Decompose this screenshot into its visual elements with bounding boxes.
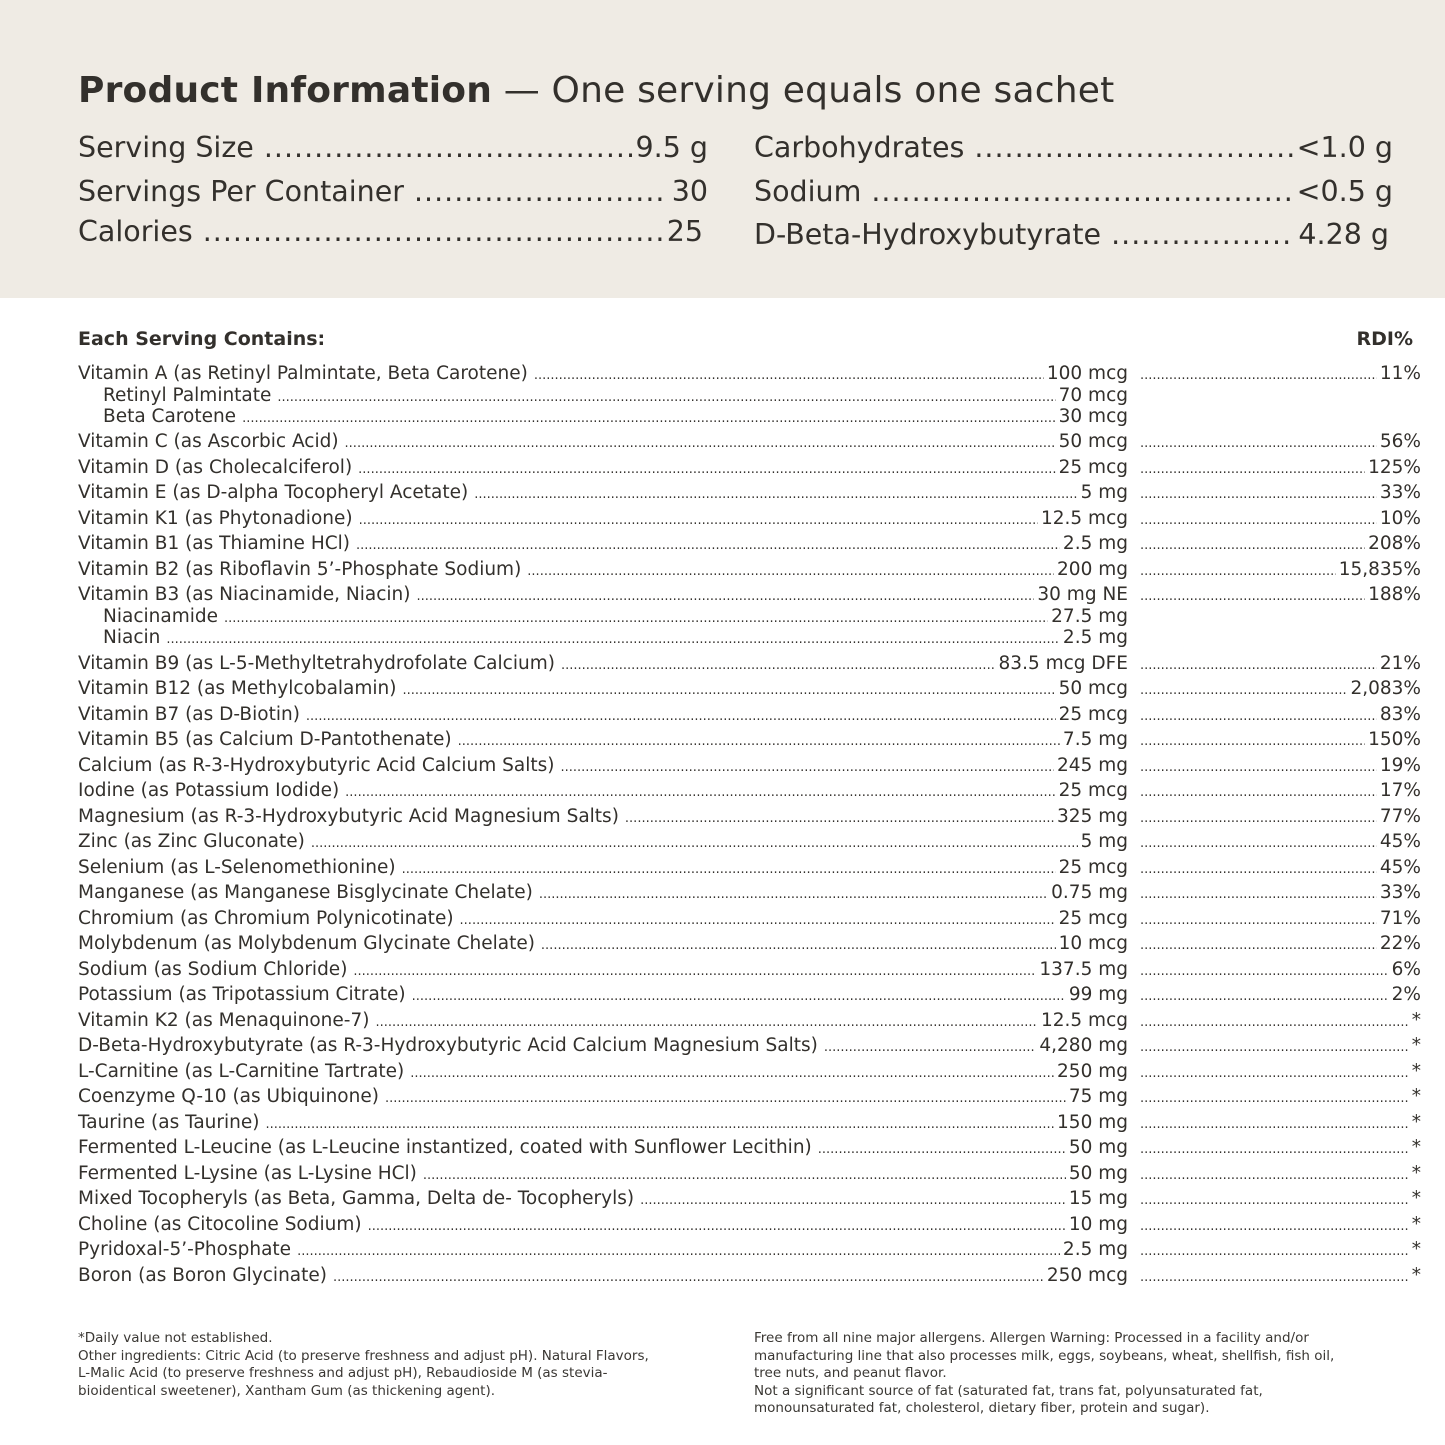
fact-serving-size: [78, 131, 708, 171]
nutrient-amount: 250 mcg: [1046, 1264, 1128, 1286]
nutrient-rdi: 19%: [1379, 754, 1421, 776]
table-row: [78, 1214, 1421, 1236]
nutrient-label: Potassium (as Tripotassium Citrate): [78, 984, 406, 1006]
nutrient-amount: 137.5 mg: [1039, 958, 1128, 980]
fact-label: Calories: [78, 215, 193, 248]
leader-dots: [385, 1091, 1066, 1106]
nutrient-label: Vitamin B7 (as D-Biotin): [78, 703, 300, 725]
fact-value: 4.28 g: [1298, 218, 1389, 251]
leader-dots: [1140, 1219, 1409, 1234]
leader-dots: [345, 436, 1056, 451]
fact-calories: [78, 215, 703, 255]
leader-dots: [1140, 683, 1347, 698]
leader-dots: [1140, 862, 1377, 877]
table-row: [78, 831, 1421, 853]
nutrient-rdi: *: [1411, 1213, 1421, 1235]
table-row: [78, 559, 1421, 581]
product-info-panel: [0, 0, 1445, 298]
leader-dots: [534, 368, 1044, 383]
nutrient-label: Retinyl Palmintate: [103, 384, 272, 406]
table-row: [78, 1163, 1421, 1185]
leader-dots: [818, 1142, 1066, 1157]
nutrient-rdi: *: [1411, 1162, 1421, 1184]
nutrient-amount: 5 mg: [1080, 482, 1128, 504]
table-row: [78, 678, 1421, 700]
leader-dots: [824, 1040, 1037, 1055]
leader-dots: [1140, 1015, 1409, 1030]
table-row: [78, 482, 1421, 504]
nutrient-label: Vitamin B2 (as Riboflavin 5’-Phosphate Sodium): [78, 558, 522, 580]
table-row: [78, 1086, 1421, 1108]
nutrient-amount: 2.5 mg: [1062, 533, 1128, 555]
nutrient-amount: 12.5 mcg: [1040, 1009, 1128, 1031]
table-row: [78, 584, 1421, 606]
nutrient-amount: 99 mg: [1068, 984, 1128, 1006]
table-row: [78, 959, 1421, 981]
leader-dots: [541, 938, 1056, 953]
leader-dots: [871, 175, 1292, 208]
table-row: [78, 606, 1128, 628]
nutrient-label: Vitamin B5 (as Calcium D-Pantothenate): [78, 729, 452, 751]
leader-dots: [414, 175, 668, 208]
leader-dots: [353, 964, 1036, 979]
nutrient-label: Fermented L-Leucine (as L-Leucine instantized, coated with Sunflower Lecithin): [78, 1137, 812, 1159]
nutrient-amount: 50 mg: [1068, 1162, 1128, 1184]
leader-dots: [1140, 1193, 1409, 1208]
leader-dots: [402, 862, 1056, 877]
nutrient-label: Pyridoxal-5’-Phosphate: [78, 1239, 292, 1261]
nutrient-amount: 25 mcg: [1058, 780, 1128, 802]
footnote-line: monounsaturated fat, cholesterol, dietary fiber, protein and sugar).: [754, 1400, 1210, 1416]
table-heading: Each Serving Contains:: [78, 328, 326, 350]
nutrient-label: Vitamin K2 (as Menaquinone-7): [78, 1009, 370, 1031]
leader-dots: [224, 611, 1048, 626]
nutrient-label: Selenium (as L-Selenomethionine): [78, 856, 396, 878]
footer-left: [78, 1330, 718, 1400]
nutrient-rdi: 208%: [1368, 533, 1421, 555]
nutrient-rdi: 150%: [1368, 729, 1421, 751]
leader-dots: [1140, 538, 1365, 553]
nutrient-rdi: 22%: [1379, 933, 1421, 955]
leader-dots: [460, 913, 1056, 928]
nutrient-label: Vitamin B9 (as L-5-Methyltetrahydrofolate Calcium): [78, 652, 555, 674]
nutrient-label: Vitamin D (as Cholecalciferol): [78, 456, 353, 478]
footnote-line: L-Malic Acid (to preserve freshness and adjust pH), Rebaudioside M (as stevia-: [78, 1365, 608, 1381]
leader-dots: [359, 513, 1038, 528]
nutrient-label: Zinc (as Zinc Gluconate): [78, 831, 305, 853]
nutrient-rdi: 17%: [1379, 780, 1421, 802]
footnote-line: bioidentical sweetener), Xantham Gum (as thickening agent).: [78, 1382, 495, 1399]
leader-dots: [640, 1193, 1066, 1208]
fact-value: 9.5 g: [635, 131, 708, 164]
nutrient-amount: 250 mg: [1057, 1060, 1128, 1082]
rdi-heading: RDI%: [1356, 328, 1413, 350]
nutrient-amount: 12.5 mcg: [1040, 507, 1128, 529]
nutrient-amount: 70 mcg: [1058, 384, 1128, 406]
leader-dots: [1111, 218, 1294, 251]
nutrient-label: L-Carnitine (as L-Carnitine Tartrate): [78, 1060, 405, 1082]
nutrient-label: D-Beta-Hydroxybutyrate (as R-3-Hydroxybutyric Acid Calcium Magnesium Salts): [78, 1035, 818, 1057]
nutrient-rdi: *: [1411, 1111, 1421, 1133]
nutrient-label: Iodine (as Potassium Iodide): [78, 780, 340, 802]
nutrient-rdi: 2,083%: [1350, 678, 1421, 700]
nutrient-rdi: 56%: [1379, 431, 1421, 453]
nutrient-label: Sodium (as Sodium Chloride): [78, 958, 348, 980]
leader-dots: [1140, 913, 1377, 928]
fact-label: Sodium: [754, 175, 862, 208]
table-row: [78, 984, 1421, 1006]
leader-dots: [297, 1244, 1060, 1259]
leader-dots: [1140, 564, 1336, 579]
footnote-line: Not a significant source of fat (saturated fat, trans fat, polyunsaturated fat,: [754, 1382, 1263, 1399]
leader-dots: [1140, 1091, 1409, 1106]
leader-dots: [1140, 462, 1365, 477]
table-row: [78, 508, 1421, 530]
nutrient-amount: 0.75 mg: [1051, 882, 1128, 904]
footnote-line: Other ingredients: Citric Acid (to preserve freshness and adjust pH). Natural Flavors,: [78, 1347, 649, 1364]
table-row: [78, 653, 1421, 675]
nutrient-amount: 50 mcg: [1058, 431, 1128, 453]
nutrient-amount: 2.5 mg: [1062, 627, 1128, 649]
leader-dots: [358, 462, 1055, 477]
table-row: [78, 908, 1421, 930]
nutrient-rdi: 15,835%: [1338, 558, 1421, 580]
table-row: [78, 533, 1421, 555]
leader-dots: [539, 887, 1048, 902]
leader-dots: [1140, 368, 1377, 383]
nutrient-rdi: 33%: [1379, 482, 1421, 504]
leader-dots: [458, 734, 1060, 749]
nutrient-rdi: 83%: [1379, 703, 1421, 725]
footnote-line: tree nuts, and peanut flavor.: [754, 1365, 947, 1381]
leader-dots: [1140, 887, 1377, 902]
nutrient-rdi: 45%: [1379, 831, 1421, 853]
nutrient-rdi: 77%: [1379, 805, 1421, 827]
leader-dots: [203, 215, 663, 248]
leader-dots: [527, 564, 1054, 579]
nutrient-amount: 25 mcg: [1058, 703, 1128, 725]
leader-dots: [1140, 1168, 1409, 1183]
leader-dots: [1140, 1117, 1409, 1132]
nutrient-amount: 2.5 mg: [1062, 1239, 1128, 1261]
nutrient-amount: 25 mcg: [1058, 907, 1128, 929]
title-bold: Product Information: [78, 70, 493, 111]
table-row: [78, 933, 1421, 955]
table-row: [78, 1239, 1421, 1261]
leader-dots: [1140, 811, 1377, 826]
fact-servings-per-container: [78, 175, 708, 215]
nutrient-label: Niacin: [103, 627, 161, 649]
nutrient-label: Molybdenum (as Molybdenum Glycinate Chelate): [78, 933, 535, 955]
leader-dots: [1140, 785, 1377, 800]
nutrient-label: Vitamin K1 (as Phytonadione): [78, 507, 353, 529]
nutrient-rdi: *: [1411, 1264, 1421, 1286]
nutrient-rdi: *: [1411, 1188, 1421, 1210]
leader-dots: [416, 589, 1034, 604]
footnote-line: manufacturing line that also processes milk, eggs, soybeans, wheat, shellfish, fish oil,: [754, 1347, 1335, 1364]
leader-dots: [166, 632, 1060, 647]
nutrient-rdi: 10%: [1379, 507, 1421, 529]
table-row: [78, 1035, 1421, 1057]
nutrient-label: Taurine (as Taurine): [78, 1111, 260, 1133]
nutrient-amount: 27.5 mg: [1051, 605, 1128, 627]
nutrient-rdi: *: [1411, 1009, 1421, 1031]
nutrient-label: Vitamin A (as Retinyl Palmintate, Beta Carotene): [78, 363, 528, 384]
leader-dots: [1140, 938, 1377, 953]
nutrient-rdi: 11%: [1379, 363, 1421, 384]
leader-dots: [561, 658, 996, 673]
leader-dots: [1140, 964, 1389, 979]
nutrient-amount: 10 mg: [1068, 1213, 1128, 1235]
nutrient-label: Coenzyme Q-10 (as Ubiquinone): [78, 1086, 379, 1108]
leader-dots: [410, 1066, 1054, 1081]
title-subtitle: — One serving equals one sachet: [492, 70, 1115, 111]
fact-label: Servings Per Container: [78, 175, 404, 208]
table-row: [78, 1188, 1421, 1210]
leader-dots: [974, 131, 1292, 164]
table-row: [78, 780, 1421, 802]
leader-dots: [1140, 709, 1377, 724]
nutrient-label: Boron (as Boron Glycinate): [78, 1264, 327, 1286]
table-row: [78, 882, 1421, 904]
table-row: [78, 729, 1421, 751]
page-title: [78, 70, 1114, 111]
nutrient-label: Vitamin B3 (as Niacinamide, Niacin): [78, 584, 411, 606]
nutrient-label: Manganese (as Manganese Bisglycinate Chelate): [78, 882, 533, 904]
table-row: [78, 363, 1421, 385]
fact-dbhb: [754, 218, 1389, 258]
leader-dots: [1140, 1142, 1409, 1157]
leader-dots: [1140, 734, 1365, 749]
leader-dots: [1140, 589, 1365, 604]
nutrient-label: Vitamin B1 (as Thiamine HCl): [78, 533, 350, 555]
leader-dots: [1140, 1244, 1409, 1259]
fact-label: Serving Size: [78, 131, 254, 164]
fact-sodium: [754, 175, 1393, 215]
nutrient-rdi: 71%: [1379, 907, 1421, 929]
footer-right: [754, 1330, 1394, 1418]
leader-dots: [1140, 513, 1377, 528]
leader-dots: [1140, 1066, 1409, 1081]
leader-dots: [375, 1015, 1038, 1030]
leader-dots: [311, 836, 1078, 851]
table-row: [78, 385, 1128, 407]
fact-carbohydrates: [754, 131, 1393, 171]
leader-dots: [368, 1219, 1066, 1234]
leader-dots: [474, 487, 1077, 502]
nutrient-label: Magnesium (as R-3-Hydroxybutyric Acid Magnesium Salts): [78, 805, 619, 827]
table-row: [78, 1061, 1421, 1083]
nutrient-amount: 245 mg: [1057, 754, 1128, 776]
nutrient-rdi: 6%: [1391, 958, 1421, 980]
nutrient-amount: 25 mcg: [1058, 856, 1128, 878]
fact-value: 30: [671, 175, 708, 208]
table-row: [78, 704, 1421, 726]
leader-dots: [403, 683, 1056, 698]
nutrient-label: Chromium (as Chromium Polynicotinate): [78, 907, 454, 929]
nutrient-rdi: 33%: [1379, 882, 1421, 904]
leader-dots: [1140, 836, 1377, 851]
leader-dots: [1140, 1040, 1409, 1055]
nutrient-rdi: *: [1411, 1239, 1421, 1261]
nutrient-rdi: 2%: [1391, 984, 1421, 1006]
nutrient-amount: 100 mcg: [1046, 363, 1128, 384]
nutrient-rdi: *: [1411, 1137, 1421, 1159]
table-row: [78, 627, 1128, 649]
nutrient-label: Vitamin C (as Ascorbic Acid): [78, 431, 339, 453]
table-row: [78, 431, 1421, 453]
fact-value: 25: [666, 215, 703, 248]
nutrient-amount: 7.5 mg: [1062, 729, 1128, 751]
fact-label: D-Beta-Hydroxybutyrate: [754, 218, 1102, 251]
nutrient-amount: 5 mg: [1080, 831, 1128, 853]
table-row: [78, 406, 1128, 428]
nutrient-amount: 30 mg NE: [1037, 584, 1128, 606]
table-row: [78, 1265, 1421, 1287]
leader-dots: [1140, 436, 1377, 451]
leader-dots: [412, 989, 1066, 1004]
nutrient-rdi: 21%: [1379, 652, 1421, 674]
table-row: [78, 806, 1421, 828]
leader-dots: [277, 390, 1055, 405]
nutrient-label: Mixed Tocopheryls (as Beta, Gamma, Delta de- Tocopheryls): [78, 1188, 635, 1210]
nutrient-amount: 10 mcg: [1058, 933, 1128, 955]
nutrient-amount: 50 mg: [1068, 1137, 1128, 1159]
footnote-line: *Daily value not established.: [78, 1330, 273, 1346]
table-row: [78, 457, 1421, 479]
nutrient-label: Fermented L-Lysine (as L-Lysine HCl): [78, 1162, 417, 1184]
nutrient-amount: 4,280 mg: [1039, 1035, 1128, 1057]
nutrient-rdi: 125%: [1368, 456, 1421, 478]
leader-dots: [560, 760, 1054, 775]
fact-value: <0.5 g: [1296, 175, 1393, 208]
nutrient-label: Niacinamide: [103, 605, 218, 627]
leader-dots: [264, 131, 632, 164]
leader-dots: [1140, 1270, 1409, 1285]
nutrient-rdi: *: [1411, 1035, 1421, 1057]
leader-dots: [1140, 760, 1377, 775]
nutrient-label: Vitamin E (as D-alpha Tocopheryl Acetate): [78, 482, 469, 504]
table-row: [78, 755, 1421, 777]
leader-dots: [1140, 658, 1377, 673]
leader-dots: [423, 1168, 1066, 1183]
nutrient-rdi: *: [1411, 1086, 1421, 1108]
nutrient-amount: 15 mg: [1068, 1188, 1128, 1210]
nutrient-amount: 200 mg: [1057, 558, 1128, 580]
table-row: [78, 857, 1421, 879]
nutrient-rdi: 45%: [1379, 856, 1421, 878]
leader-dots: [625, 811, 1054, 826]
nutrient-amount: 150 mg: [1057, 1111, 1128, 1133]
nutrient-amount: 25 mcg: [1058, 456, 1128, 478]
leader-dots: [356, 538, 1060, 553]
table-row: [78, 1137, 1421, 1159]
nutrient-label: Beta Carotene: [103, 405, 237, 427]
nutrient-label: Choline (as Citocoline Sodium): [78, 1213, 362, 1235]
nutrient-rdi: *: [1411, 1060, 1421, 1082]
table-row: [78, 1112, 1421, 1134]
leader-dots: [265, 1117, 1054, 1132]
nutrient-amount: 30 mcg: [1058, 405, 1128, 427]
fact-label: Carbohydrates: [754, 131, 965, 164]
nutrient-label: Calcium (as R-3-Hydroxybutyric Acid Calcium Salts): [78, 754, 555, 776]
table-row: [78, 1010, 1421, 1032]
leader-dots: [1140, 989, 1389, 1004]
nutrient-amount: 325 mg: [1057, 805, 1128, 827]
fact-value: <1.0 g: [1296, 131, 1393, 164]
leader-dots: [1140, 487, 1377, 502]
nutrient-label: Vitamin B12 (as Methylcobalamin): [78, 678, 397, 700]
footnote-line: Free from all nine major allergens. Allergen Warning: Processed in a facility and/or: [754, 1330, 1309, 1346]
nutrient-amount: 50 mcg: [1058, 678, 1128, 700]
nutrient-rdi: 188%: [1368, 584, 1421, 606]
nutrient-amount: 83.5 mcg DFE: [998, 652, 1128, 674]
leader-dots: [306, 709, 1056, 724]
leader-dots: [333, 1270, 1044, 1285]
leader-dots: [345, 785, 1055, 800]
leader-dots: [242, 411, 1056, 426]
nutrient-amount: 75 mg: [1068, 1086, 1128, 1108]
